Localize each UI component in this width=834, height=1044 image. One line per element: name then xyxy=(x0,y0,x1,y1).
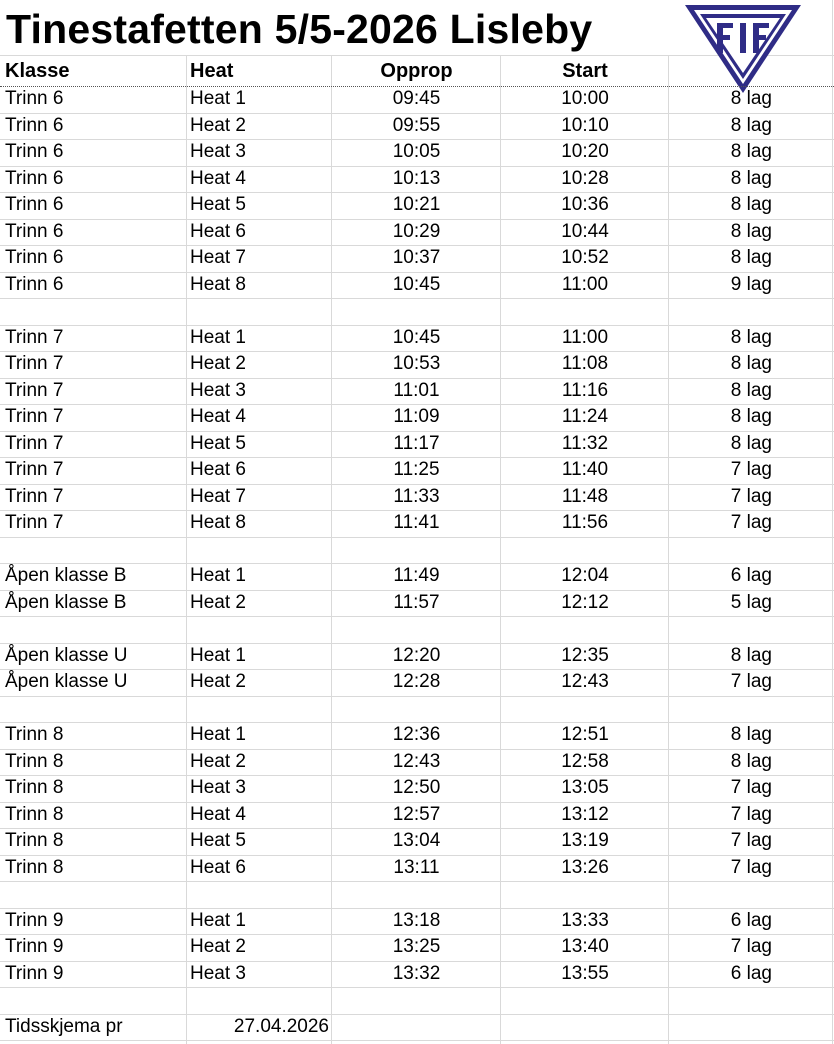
cell-heat: Heat 6 xyxy=(190,459,246,480)
cell-heat: Heat 4 xyxy=(190,406,246,427)
cell-start: 10:28 xyxy=(561,168,609,189)
cell-lag: 7 lag xyxy=(730,671,772,692)
cell-klasse: Trinn 8 xyxy=(5,751,64,772)
cell-start: 13:33 xyxy=(561,910,609,931)
cell-lag: 8 lag xyxy=(730,327,772,348)
cell-lag: 8 lag xyxy=(730,88,772,109)
cell-heat: Heat 7 xyxy=(190,247,246,268)
cell-start: 13:05 xyxy=(561,777,609,798)
cell-start: 12:12 xyxy=(561,592,609,613)
cell-heat: Heat 2 xyxy=(190,353,246,374)
cell-start: 11:00 xyxy=(561,274,609,295)
cell-opprop: 10:45 xyxy=(392,327,441,348)
row-divider xyxy=(0,616,834,617)
cell-opprop: 10:53 xyxy=(392,353,441,374)
cell-start: 12:35 xyxy=(561,645,609,666)
cell-klasse: Trinn 8 xyxy=(5,777,64,798)
cell-heat: Heat 4 xyxy=(190,804,246,825)
column-header-heat: Heat xyxy=(190,60,234,82)
cell-opprop: 11:01 xyxy=(393,380,440,401)
cell-heat: Heat 2 xyxy=(190,592,246,613)
cell-start: 11:48 xyxy=(561,486,609,507)
cell-klasse: Trinn 7 xyxy=(5,459,64,480)
cell-lag: 8 lag xyxy=(730,433,772,454)
cell-heat: Heat 3 xyxy=(190,963,246,984)
cell-klasse: Trinn 7 xyxy=(5,380,64,401)
cell-opprop: 09:45 xyxy=(392,88,441,109)
cell-heat: Heat 7 xyxy=(190,486,246,507)
cell-start: 11:24 xyxy=(561,406,609,427)
cell-start: 13:55 xyxy=(561,963,609,984)
cell-lag: 6 lag xyxy=(730,910,772,931)
cell-klasse: Åpen klasse U xyxy=(5,671,128,692)
cell-heat: Heat 6 xyxy=(190,221,246,242)
cell-opprop: 13:04 xyxy=(392,830,441,851)
cell-klasse: Trinn 8 xyxy=(5,857,64,878)
column-header-start: Start xyxy=(562,60,608,82)
cell-start: 11:56 xyxy=(561,512,609,533)
cell-lag: 8 lag xyxy=(730,221,772,242)
cell-opprop: 12:57 xyxy=(392,804,441,825)
cell-lag: 8 lag xyxy=(730,380,772,401)
cell-heat: Heat 3 xyxy=(190,141,246,162)
cell-heat: Heat 1 xyxy=(190,645,246,666)
column-header-klasse: Klasse xyxy=(5,60,70,82)
cell-opprop: 12:50 xyxy=(392,777,441,798)
cell-heat: Heat 2 xyxy=(190,671,246,692)
cell-heat: Heat 5 xyxy=(190,194,246,215)
cell-start: 10:20 xyxy=(561,141,609,162)
row-divider xyxy=(0,1014,834,1015)
cell-heat: Heat 1 xyxy=(190,88,246,109)
cell-lag: 7 lag xyxy=(730,459,772,480)
cell-opprop: 12:28 xyxy=(392,671,441,692)
cell-start: 11:08 xyxy=(561,353,609,374)
cell-opprop: 13:32 xyxy=(392,963,441,984)
cell-lag: 5 lag xyxy=(730,592,772,613)
cell-lag: 8 lag xyxy=(730,645,772,666)
cell-opprop: 13:18 xyxy=(392,910,441,931)
column-divider xyxy=(832,0,833,1044)
cell-start: 13:19 xyxy=(561,830,609,851)
row-divider xyxy=(0,298,834,299)
cell-lag: 8 lag xyxy=(730,247,772,268)
cell-lag: 8 lag xyxy=(730,194,772,215)
cell-lag: 6 lag xyxy=(730,963,772,984)
cell-opprop: 12:20 xyxy=(392,645,441,666)
cell-lag: 8 lag xyxy=(730,115,772,136)
cell-klasse: Trinn 7 xyxy=(5,486,64,507)
footer-label: Tidsskjema pr xyxy=(5,1016,123,1037)
cell-klasse: Trinn 7 xyxy=(5,512,64,533)
cell-heat: Heat 1 xyxy=(190,724,246,745)
cell-start: 10:52 xyxy=(561,247,609,268)
cell-heat: Heat 8 xyxy=(190,274,246,295)
cell-start: 12:04 xyxy=(561,565,609,586)
column-divider xyxy=(186,55,187,1044)
cell-opprop: 12:36 xyxy=(392,724,441,745)
column-header-opprop: Opprop xyxy=(380,60,453,82)
cell-opprop: 11:49 xyxy=(393,565,440,586)
cell-opprop: 09:55 xyxy=(392,115,441,136)
row-divider xyxy=(0,1040,834,1041)
cell-klasse: Trinn 7 xyxy=(5,433,64,454)
cell-opprop: 10:29 xyxy=(392,221,441,242)
cell-heat: Heat 5 xyxy=(190,830,246,851)
cell-start: 11:32 xyxy=(561,433,609,454)
cell-klasse: Trinn 7 xyxy=(5,406,64,427)
cell-start: 10:44 xyxy=(561,221,609,242)
cell-heat: Heat 2 xyxy=(190,751,246,772)
cell-heat: Heat 1 xyxy=(190,565,246,586)
cell-klasse: Trinn 8 xyxy=(5,804,64,825)
cell-klasse: Trinn 6 xyxy=(5,115,64,136)
cell-lag: 8 lag xyxy=(730,141,772,162)
cell-klasse: Trinn 6 xyxy=(5,194,64,215)
cell-start: 11:16 xyxy=(561,380,609,401)
cell-opprop: 11:33 xyxy=(393,486,440,507)
cell-klasse: Trinn 7 xyxy=(5,353,64,374)
cell-opprop: 10:13 xyxy=(392,168,441,189)
cell-klasse: Trinn 8 xyxy=(5,830,64,851)
cell-klasse: Trinn 9 xyxy=(5,963,64,984)
cell-opprop: 10:45 xyxy=(392,274,441,295)
cell-opprop: 11:25 xyxy=(393,459,440,480)
cell-klasse: Trinn 6 xyxy=(5,274,64,295)
cell-klasse: Trinn 8 xyxy=(5,724,64,745)
cell-lag: 7 lag xyxy=(730,486,772,507)
cell-start: 12:51 xyxy=(561,724,609,745)
cell-klasse: Trinn 9 xyxy=(5,936,64,957)
row-divider xyxy=(0,696,834,697)
row-divider xyxy=(0,881,834,882)
cell-lag: 9 lag xyxy=(730,274,772,295)
cell-klasse: Trinn 7 xyxy=(5,327,64,348)
cell-opprop: 12:43 xyxy=(392,751,441,772)
cell-klasse: Åpen klasse B xyxy=(5,565,127,586)
cell-lag: 8 lag xyxy=(730,751,772,772)
cell-heat: Heat 6 xyxy=(190,857,246,878)
cell-lag: 8 lag xyxy=(730,724,772,745)
cell-heat: Heat 2 xyxy=(190,936,246,957)
cell-start: 11:00 xyxy=(561,327,609,348)
cell-lag: 8 lag xyxy=(730,353,772,374)
cell-start: 10:36 xyxy=(561,194,609,215)
cell-opprop: 10:37 xyxy=(392,247,441,268)
cell-start: 13:26 xyxy=(561,857,609,878)
cell-opprop: 13:25 xyxy=(392,936,441,957)
cell-start: 13:40 xyxy=(561,936,609,957)
cell-lag: 7 lag xyxy=(730,804,772,825)
cell-klasse: Trinn 6 xyxy=(5,168,64,189)
cell-lag: 8 lag xyxy=(730,168,772,189)
cell-klasse: Trinn 6 xyxy=(5,141,64,162)
page-title: Tinestafetten 5/5-2026 Lisleby xyxy=(6,6,593,52)
cell-start: 10:10 xyxy=(561,115,609,136)
cell-heat: Heat 5 xyxy=(190,433,246,454)
footer-date: 27.04.2026 xyxy=(233,1016,329,1037)
cell-heat: Heat 8 xyxy=(190,512,246,533)
cell-opprop: 13:11 xyxy=(393,857,440,878)
cell-start: 12:58 xyxy=(561,751,609,772)
cell-heat: Heat 3 xyxy=(190,380,246,401)
cell-lag: 7 lag xyxy=(730,857,772,878)
cell-opprop: 11:17 xyxy=(393,433,440,454)
cell-opprop: 10:05 xyxy=(392,141,441,162)
cell-heat: Heat 1 xyxy=(190,910,246,931)
row-divider xyxy=(0,537,834,538)
cell-start: 10:00 xyxy=(561,88,609,109)
cell-lag: 7 lag xyxy=(730,512,772,533)
cell-heat: Heat 4 xyxy=(190,168,246,189)
cell-lag: 7 lag xyxy=(730,936,772,957)
cell-lag: 6 lag xyxy=(730,565,772,586)
fif-triangle-logo-icon xyxy=(683,3,803,95)
cell-heat: Heat 1 xyxy=(190,327,246,348)
cell-lag: 8 lag xyxy=(730,406,772,427)
cell-lag: 7 lag xyxy=(730,777,772,798)
row-divider xyxy=(0,987,834,988)
cell-start: 12:43 xyxy=(561,671,609,692)
cell-opprop: 10:21 xyxy=(392,194,441,215)
cell-lag: 7 lag xyxy=(730,830,772,851)
cell-klasse: Trinn 6 xyxy=(5,88,64,109)
cell-klasse: Trinn 6 xyxy=(5,221,64,242)
cell-klasse: Trinn 6 xyxy=(5,247,64,268)
cell-start: 13:12 xyxy=(561,804,609,825)
cell-klasse: Åpen klasse U xyxy=(5,645,128,666)
cell-opprop: 11:57 xyxy=(393,592,440,613)
cell-klasse: Åpen klasse B xyxy=(5,592,127,613)
cell-opprop: 11:09 xyxy=(393,406,440,427)
cell-opprop: 11:41 xyxy=(393,512,440,533)
cell-start: 11:40 xyxy=(561,459,609,480)
cell-klasse: Trinn 9 xyxy=(5,910,64,931)
cell-heat: Heat 3 xyxy=(190,777,246,798)
cell-heat: Heat 2 xyxy=(190,115,246,136)
